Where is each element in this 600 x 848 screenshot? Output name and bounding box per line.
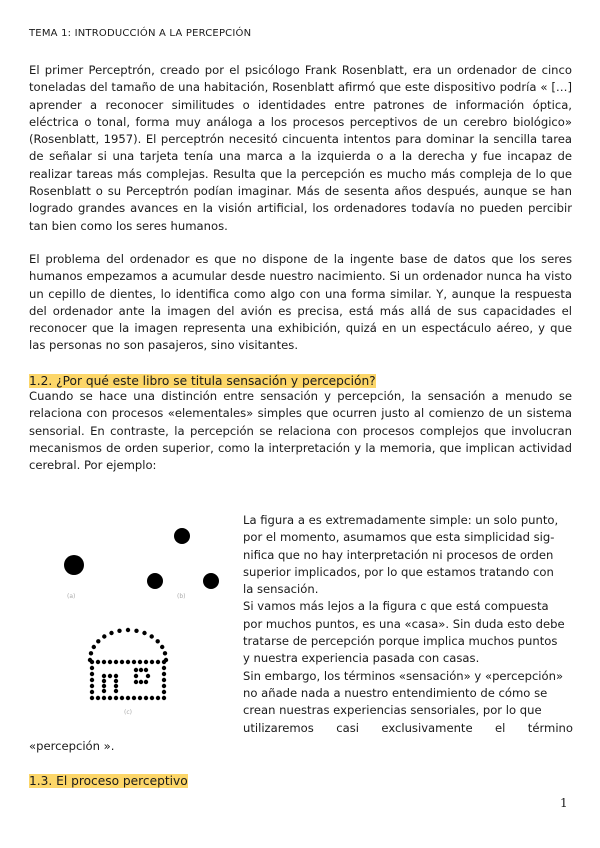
house-dot xyxy=(138,660,142,664)
section-heading-1-3-text: 1.3. El proceso perceptivo xyxy=(29,774,188,788)
house-dot xyxy=(139,668,143,672)
house-dot xyxy=(102,679,106,683)
house-dot xyxy=(162,666,166,670)
house-dot xyxy=(162,678,166,682)
house-dot xyxy=(109,631,113,635)
house-dot xyxy=(114,696,118,700)
house-dot xyxy=(96,660,100,664)
house-dot xyxy=(134,680,138,684)
house-dot xyxy=(144,668,148,672)
house-dot xyxy=(102,660,106,664)
house-dot xyxy=(90,696,94,700)
house-dot xyxy=(102,689,106,693)
house-dot xyxy=(114,660,118,664)
house-dot xyxy=(162,660,166,664)
page-header: TEMA 1: INTRODUCCIÓN A LA PERCEPCIÓN xyxy=(29,28,252,39)
house-dot xyxy=(114,674,118,678)
section-heading-1-3 xyxy=(27,772,190,790)
house-dot xyxy=(142,631,146,635)
dot-b-left xyxy=(147,573,163,589)
house-dot xyxy=(132,696,136,700)
label-c: (c) xyxy=(124,709,132,716)
explanation-line: por el momento, asumamos que esta simplicidad sig- xyxy=(243,530,555,545)
house-dot xyxy=(150,696,154,700)
house-dot xyxy=(162,672,166,676)
page-number: 1 xyxy=(560,796,568,810)
house-dot xyxy=(120,660,124,664)
explanation-line: y nuestra experiencia pasada con casas. xyxy=(243,651,480,666)
explanation-line: tratarse de percepción porque implica muchos puntos xyxy=(243,634,558,649)
house-dot xyxy=(134,674,138,678)
house-dot xyxy=(114,684,118,688)
house-dot xyxy=(134,668,138,672)
dotted-house xyxy=(88,628,168,700)
paragraph-perceptron: El primer Perceptrón, creado por el psicólogo Frank Rosenblatt, era un ordenador de cinco toneladas del tamaño de una habitación, Rosenblatt afirmó que este dispositivo podría « […] aprender a reconocer similitudes o identidades entre patrones de información óptica, eléctrica o tonal, forma muy análoga a los procesos perceptivos de un cerebro biológico» (Rosenblatt, 1957). El perceptrón necesitó cincuenta intentos para dominar la sencilla tarea de señalar si una tarjeta tenía una marca a la izquierda o a la derecha y fue incapaz de realizar tareas más complejas. Resulta que la percepción es mucho más compleja de lo que Rosenblatt o su Perceptrón podían imaginar. Más de sesenta años después, aunque se han logrado grandes avances en la visión artificial, los ordenadores todavía no pueden percibir tan bien como los seres humanos. xyxy=(29,63,572,233)
house-dot xyxy=(102,674,106,678)
house-dot xyxy=(120,696,124,700)
explanation-line: Sin embargo, los términos «sensación» y «percepción» xyxy=(243,668,564,683)
house-dot xyxy=(117,629,121,633)
house-dot xyxy=(96,696,100,700)
house-dot xyxy=(92,645,96,649)
house-dot xyxy=(156,639,160,643)
label-a: (a) xyxy=(67,593,76,600)
house-dot xyxy=(102,634,106,638)
house-dot xyxy=(90,672,94,676)
house-dot xyxy=(134,629,138,633)
house-dot xyxy=(108,696,112,700)
house-dot xyxy=(102,696,106,700)
paragraph-computer-problem: El problema del ordenador es que no dispone de la ingente base de datos que los seres humanos empezamos a acumular desde nuestro nacimiento. Si un ordenador nunca ha visto un cepillo de dientes, lo identifica como algo con una forma similar. Y, aunque la respuesta del ordenador ante la imagen del avión es precisa, está más allá de sus capacidades el reconocer que la imagen representa una exhibición, quizá en un espectáculo aéreo, y que las personas no son pasajeros, sino visitantes. xyxy=(29,252,572,353)
section-heading-1-2-text: 1.2. ¿Por qué este libro se titula sensación y percepción? xyxy=(29,374,376,388)
house-dot xyxy=(126,628,130,632)
explanation-line: nifica que no hay interpretación ni procesos de orden xyxy=(243,547,554,562)
house-dot xyxy=(126,660,130,664)
house-dot xyxy=(150,660,154,664)
house-dot xyxy=(96,639,100,643)
house-dot xyxy=(126,696,130,700)
house-dot xyxy=(138,696,142,700)
house-dot xyxy=(144,680,148,684)
explanation-line: no añade nada a nuestro entendimiento de cómo se xyxy=(243,685,548,700)
dot-a xyxy=(64,555,84,575)
house-dot xyxy=(144,660,148,664)
house-dot xyxy=(90,678,94,682)
house-dot xyxy=(156,696,160,700)
house-dot xyxy=(162,684,166,688)
house-dot xyxy=(90,690,94,694)
explanation-tail: «percepción ». xyxy=(29,739,115,753)
explanation-line: Si vamos más lejos a la figura c que está compuesta xyxy=(243,599,549,614)
explanation-line: superior implicados, por lo que estamos tratando con xyxy=(243,564,554,579)
house-dot xyxy=(156,660,160,664)
house-dot xyxy=(163,651,167,655)
dot-single xyxy=(174,528,190,544)
house-dot xyxy=(90,666,94,670)
house-dot xyxy=(162,696,166,700)
house-dot xyxy=(108,674,112,678)
house-dot xyxy=(90,660,94,664)
house-dot xyxy=(114,679,118,683)
figure-explanation xyxy=(243,512,573,720)
explanation-line: La figura a es extremadamente simple: un solo punto, xyxy=(243,513,559,527)
house-dot xyxy=(108,660,112,664)
house-dot xyxy=(102,684,106,688)
house-dot xyxy=(89,651,93,655)
house-dot xyxy=(90,684,94,688)
house-dot xyxy=(144,696,148,700)
house-dot xyxy=(162,690,166,694)
paragraph-sensation-vs-perception: Cuando se hace una distinción entre sensación y percepción, la sensación a menudo se relaciona con procesos «elementales» simples que ocurren justo al comienzo de un sistema sensorial. En contraste, la percepción se relaciona con procesos complejos que involucran mecanismos de orden superior, como la interpretación y la memoria, que implican actividad cerebral. Por ejemplo: xyxy=(29,389,572,473)
explanation-line: por muchos puntos, es una «casa». Sin duda esto debe xyxy=(243,616,565,631)
explanation-line: la sensación. xyxy=(243,582,319,597)
dot-b-right xyxy=(203,573,219,589)
house-dot xyxy=(139,680,143,684)
house-dot xyxy=(150,634,154,638)
label-b: (b) xyxy=(177,593,186,600)
house-dot xyxy=(146,674,150,678)
house-dot xyxy=(132,660,136,664)
explanation-last-line: utilizaremos casi exclusivamente el término xyxy=(243,721,573,735)
explanation-line: crean nuestras experiencias sensoriales, por lo que xyxy=(243,703,542,718)
house-dot xyxy=(114,689,118,693)
house-dot xyxy=(160,645,164,649)
dots-figure xyxy=(30,512,236,722)
